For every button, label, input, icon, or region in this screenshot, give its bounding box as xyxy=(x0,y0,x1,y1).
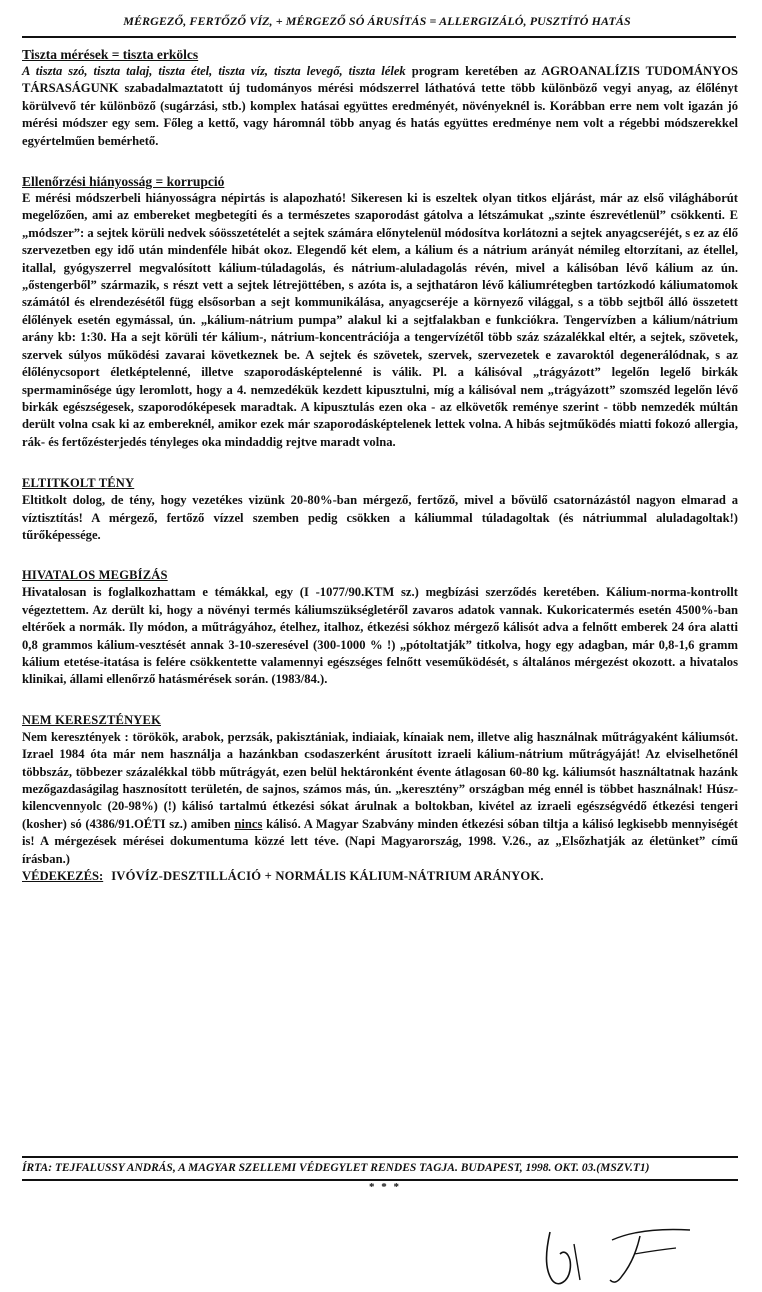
document-body xyxy=(22,36,738,885)
section-paragraph: Hivatalosan is foglalkozhattam e témákkal, egy (I -1077/90.KTM sz.) megbízási szerződés keretében. Kálium-norma-kontrollt végeztettem. Az derült ki, hogy a növényi termés káliumszükségletéről zavaros adatok vannak. Kukoricatermés esetén 4500%-ban eltérőek a normák. Ily módon, a műtrágyához, ételhez, italhoz, étkezési sókhoz mérgező kálisót adva a felnőtt emberek 24 óra alatti 0,8 grammos kálium-vesztését annak 3-10-szeresével (300-1000 % !) „pótoltatják” titkolva, hogy egy adagban, már 0,8-1,6 gramm kálium etetése-itatása is felére csökkentette valamennyi egészséges felnőtt veseműködését, s általános mérgezést okozott. a hivatalos klinikai, állami ellenőrző hatásmérések során. (1983/84.). xyxy=(22,585,738,687)
section-title: NEM KERESZTÉNYEK xyxy=(22,712,161,727)
section-hidden-fact xyxy=(22,475,738,544)
defense-value: IVÓVÍZ-DESZTILLÁCIÓ + NORMÁLIS KÁLIUM-NÁTRIUM ARÁNYOK. xyxy=(111,869,544,884)
page-header-title: MÉRGEZŐ, FERTŐZŐ VÍZ, + MÉRGEZŐ SÓ ÁRUSÍTÁS = ALLERGIZÁLÓ, PUSZTÍTÓ HATÁS xyxy=(123,14,631,28)
footer-rule-top xyxy=(22,1156,738,1158)
paragraph-underlined-word: nincs xyxy=(234,816,263,831)
section-title: Ellenőrzési hiányosság = korrupció xyxy=(22,174,225,190)
section-non-christians xyxy=(22,712,738,886)
defense-label: VÉDEKEZÉS: xyxy=(22,869,104,884)
section-paragraph xyxy=(22,63,738,150)
section-title: HIVATALOS MEGBÍZÁS xyxy=(22,568,168,583)
section-paragraph: Eltitkolt dolog, de tény, hogy vezetékes vizünk 20-80%-ban mérgező, fertőző, mivel a bővülő csatornázástól nagyon elmarad a víztisztítás! A mérgező, fertőző vízzel szemben pedig csökken a káliummal túladagoltak (és nátriummal aluladagoltak!) tűrőképessége. xyxy=(22,493,738,542)
defense-line xyxy=(22,868,738,885)
paragraph-lead-italic: A tiszta szó, tiszta talaj, tiszta étel, tiszta víz, tiszta levegő, tiszta lélek xyxy=(22,64,406,78)
section-paragraph xyxy=(22,729,738,868)
author-line: ÍRTA: TEJFALUSSY ANDRÁS, A MAGYAR SZELLEMI VÉDEGYLET RENDES TAGJA. BUDAPEST, 1998. OKT. 03.(MSZV.T1) xyxy=(22,1162,650,1174)
paragraph-text: program keretében az AGROANALÍZIS TUDOMÁNYOS TÁRSASÁGUNK szabadalmaztatott új tudományos mérési módszerrel láthatóvá tette több különböző vegyi anyag, az élőlényt körülvevő tér különböző (sugárzási, stb.) komplex hatásai együttes eredményét, növényeknél is. Korábban erre nem volt igazán jó mérési módszer egy sem. Főleg a kettő, vagy háromnál több anyag és hatás együttes eredménye nem volt a régebbi módszerekkel egyértelműen bemérhető. xyxy=(22,64,738,148)
section-official-mandate xyxy=(22,567,738,688)
section-control-deficiency xyxy=(22,173,738,451)
paragraph-text: kálisó. A Magyar Szabvány minden étkezési sóban tiltja a kálisó legkisebb mennyiségét is! A mérgezések mérései dokumentuma közzé lett téve. (Napi Magyarország, 1998. V.26., az „Elsőzhatják az életünket” című írásban.) xyxy=(22,816,738,866)
section-paragraph: E mérési módszerbeli hiányosságra népirtás is alapozható! Sikeresen ki is eszeltek olyan titkos eljárást, már az első világháborút megelőzően, ami az embereket megbetegíti és a természetes szaporodást gátolva a létszámukat „szinte észrevétlenül” csökkenti. E „módszer”: a sejtek körüli nedvek sóösszetételét a sejtek számára előnytelenül módosítva korlátozni a sejtek anyagcseréjét, s ez az élő szervezetben egy idő után mindenféle hibát okoz. Elegendő két elem, a kálium és a nátrium arányát némileg eltorzítani, az étellel, itallal, gyógyszerrel megvalósított kálium-túladagolás, és nátrium-aluladagolás révén, mivel a kálisóban lévő kálium az ún. „őstengerből” származik, s részt vett a sejtek létrejöttében, s azóta is, a sejthatáron lévő káliumrétegben tartózkodó káliumatomok számától és elrendezésétől függ elsősorban a sejt kommunikálása, anyagcseréje a környező világgal, s a több sejtből álló összetett élőlények esetén egymással, ún. „kálium-nátrium pumpa” alakul ki a sejtfalakban e funkciókra. Tengervízben a kálium/nátrium arány kb: 1:30. Ha a sejt körüli tér kálium-, nátrium-koncentrációja a tengervízétől több száz százalékkal eltér, a sejtek, szövetek, szervek súlyos működési zavarai következnek be. A sejtek és szövetek, szervek, szervezetek e zavaroktól degenerálódnak, s az élőlénycsoport életképtelenné, illetve szaporodásképtelenné is válik. Pl. a kálisóval „trágyázott” legelőn legelő birkák spermaminősége úgy leromlott, hogy a 4. nemzedékük kezdett kipusztulni, míg a kálisóval nem „trágyázott” szomszéd legelőn lévő birkák egészségesek, szaporodóképesek maradtak. A kipusztulás ezen oka - az elkövetők reménye szerint - több nemzedék múltán derült volna csak ki az embereknél, amikor ezek már szaporodásképtelenek lettek volna. A hibás sejtműködés miatti fokozó allergia, rák- és fertőzésterjedés tényleges oka mindaddig rejtve maradt volna. xyxy=(22,191,738,449)
paragraph-text: Nem keresztények : törökök, arabok, perzsák, pakisztániak, indiaiak, kínaiak nem, illetve alig használnak műtrágyaként káliumsót. Izrael 1984 óta már nem használja a hazánkban csodaszerként árusított izraeli kálium-nátrium műtrágyáját! Az elviselhetőnél többszáz, többezer százalékkal több műtrágyát, ezen belül hektáronként évente átlagosan 60-80 kg. káliumsót használtatnak hazánk mezőgazdaságilag hasznosított területén, de sajnos, számos más, ún. „keresztény” országban még ennél is többet használnak! Húsz-kilencvennyolc (20-98%) (!) kálisó tartalmú étkezési sókat árulnak a boltokban, kivétel az izraeli egészségvédő étkezési tengeri (kosher) só (4386/91.OÉTI sz.) amiben xyxy=(22,729,738,831)
section-title: Tiszta mérések = tiszta erkölcs xyxy=(22,47,199,62)
section-clean-measurements xyxy=(22,46,738,150)
separator-stars: * * * xyxy=(369,1181,401,1193)
handwritten-signature xyxy=(530,1210,710,1290)
section-title: ELTITKOLT TÉNY xyxy=(22,476,135,491)
